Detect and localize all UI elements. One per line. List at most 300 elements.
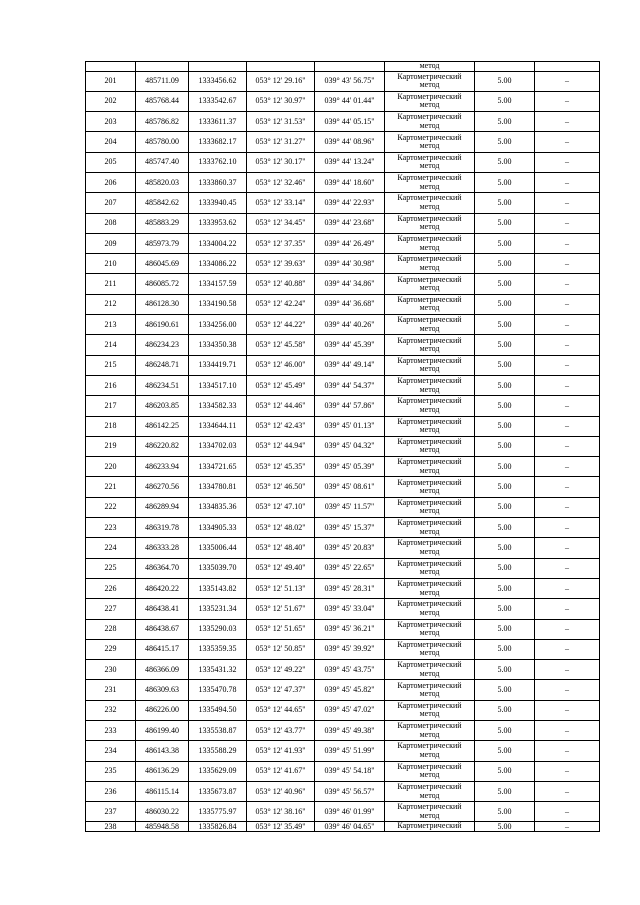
cell-note: – (535, 355, 600, 375)
cell-accuracy: 5.00 (475, 213, 535, 233)
cell-method (385, 172, 475, 192)
cell-accuracy: 5.00 (475, 396, 535, 416)
cell-y: 1335629.09 (189, 761, 247, 781)
method-line1: Картометрический (397, 680, 462, 690)
table-row (86, 436, 600, 456)
method-line1: Картометрический (397, 112, 462, 122)
method-line2: метод (419, 323, 440, 333)
table-row (86, 233, 600, 253)
cell-accuracy: 5.00 (475, 802, 535, 822)
cell-latitude: 053° 12' 38.16" (247, 802, 315, 822)
method-line2: метод (419, 120, 440, 130)
cell-method (385, 700, 475, 720)
method-line1: Картометрический (397, 71, 462, 81)
cell-y: 1335290.03 (189, 619, 247, 639)
cell-x: 486234.51 (136, 375, 189, 395)
cell-y: 1335231.34 (189, 599, 247, 619)
cell-note: – (535, 457, 600, 477)
cell-x: 486234.23 (136, 335, 189, 355)
cell-note: – (535, 396, 600, 416)
cell-number: 216 (86, 375, 136, 395)
method-line2: метод (419, 181, 440, 191)
cell-latitude: 053° 12' 39.63" (247, 254, 315, 274)
cell-latitude: 053° 12' 45.49" (247, 375, 315, 395)
cell-note: – (535, 741, 600, 761)
cell-latitude: 053° 12' 47.37" (247, 680, 315, 700)
cell-x: 486030.22 (136, 802, 189, 822)
cell-method (385, 375, 475, 395)
cell-number: 231 (86, 680, 136, 700)
cell-method (385, 91, 475, 111)
method-line1: Картометрический (397, 173, 462, 183)
cell-method (385, 254, 475, 274)
cell-number: 228 (86, 619, 136, 639)
cell-x: 486045.69 (136, 254, 189, 274)
cell-y: 1335826.84 (189, 822, 247, 832)
method-line2: метод (419, 384, 440, 394)
cell-note: – (535, 315, 600, 335)
table-row (86, 71, 600, 91)
cell-y: 1333542.67 (189, 91, 247, 111)
cell-y: 1335359.35 (189, 639, 247, 659)
cell-accuracy: 5.00 (475, 741, 535, 761)
cell-method (385, 802, 475, 822)
cell-number: 236 (86, 781, 136, 801)
method-line2: метод (419, 141, 440, 151)
cell-note: – (535, 477, 600, 497)
cell-accuracy: 5.00 (475, 193, 535, 213)
method-line1: Картометрический (397, 558, 462, 568)
cell-longitude: 039° 44' 23.68" (315, 213, 385, 233)
cell-note: – (535, 721, 600, 741)
cell-x: 486309.63 (136, 680, 189, 700)
cell-latitude: 053° 12' 42.24" (247, 294, 315, 314)
method-line2: метод (419, 587, 440, 597)
cell-y: 1335470.78 (189, 680, 247, 700)
cell-accuracy: 5.00 (475, 172, 535, 192)
cell-x: 486226.00 (136, 700, 189, 720)
cell-latitude (247, 62, 315, 72)
cell-method (385, 599, 475, 619)
cell-accuracy: 5.00 (475, 518, 535, 538)
cell-method (385, 112, 475, 132)
table-row (86, 274, 600, 294)
cell-accuracy: 5.00 (475, 721, 535, 741)
cell-method (385, 457, 475, 477)
cell-latitude: 053° 12' 40.88" (247, 274, 315, 294)
cell-note: – (535, 335, 600, 355)
method-line2: метод (419, 648, 440, 658)
cell-method (385, 315, 475, 335)
cell-number: 205 (86, 152, 136, 172)
cell-accuracy: 5.00 (475, 680, 535, 700)
cell-longitude: 039° 44' 08.96" (315, 132, 385, 152)
cell-x: 486438.67 (136, 619, 189, 639)
table-row (86, 477, 600, 497)
cell-y: 1335673.87 (189, 781, 247, 801)
cell-latitude: 053° 12' 46.50" (247, 477, 315, 497)
cell-longitude: 039° 44' 22.93" (315, 193, 385, 213)
cell-x: 485768.44 (136, 91, 189, 111)
cell-number: 233 (86, 721, 136, 741)
cell-method (385, 233, 475, 253)
table-row (86, 396, 600, 416)
cell-note: – (535, 112, 600, 132)
cell-method (385, 132, 475, 152)
cell-y: 1334190.58 (189, 294, 247, 314)
cell-x: 486190.61 (136, 315, 189, 335)
cell-latitude: 053° 12' 31.53" (247, 112, 315, 132)
cell-x: 485780.00 (136, 132, 189, 152)
cell-x: 486333.28 (136, 538, 189, 558)
method-line1: Картометрический (397, 355, 462, 365)
cell-y: 1333762.10 (189, 152, 247, 172)
method-line1: Картометрический (397, 254, 462, 264)
cell-method (385, 680, 475, 700)
cell-y: 1335494.50 (189, 700, 247, 720)
cell-x: 486438.41 (136, 599, 189, 619)
method-line2: метод (419, 100, 440, 110)
table-row (86, 741, 600, 761)
cell-number: 213 (86, 315, 136, 335)
cell-latitude: 053° 12' 47.10" (247, 497, 315, 517)
cell-accuracy: 5.00 (475, 822, 535, 832)
method-line2: метод (419, 201, 440, 211)
method-line2: метод (419, 242, 440, 252)
table-row (86, 132, 600, 152)
cell-x: 485948.58 (136, 822, 189, 832)
cell-accuracy: 5.00 (475, 639, 535, 659)
cell-number: 221 (86, 477, 136, 497)
cell-y: 1335143.82 (189, 578, 247, 598)
cell-method (385, 558, 475, 578)
cell-x: 485711.09 (136, 71, 189, 91)
cell-longitude: 039° 44' 45.39" (315, 335, 385, 355)
cell-longitude: 039° 46' 01.99" (315, 802, 385, 822)
cell-method (385, 518, 475, 538)
cell-method (385, 477, 475, 497)
cell-method (385, 152, 475, 172)
cell-longitude: 039° 45' 20.83" (315, 538, 385, 558)
cell-longitude: 039° 44' 54.37" (315, 375, 385, 395)
cell-note: – (535, 71, 600, 91)
cell-latitude: 053° 12' 45.35" (247, 457, 315, 477)
cell-number: 232 (86, 700, 136, 720)
cell-method (385, 396, 475, 416)
cell-latitude: 053° 12' 50.85" (247, 639, 315, 659)
cell-longitude: 039° 45' 11.57" (315, 497, 385, 517)
method-line1: Картометрический (397, 315, 462, 325)
table-body (86, 62, 600, 832)
cell-method (385, 416, 475, 436)
cell-longitude: 039° 45' 54.18" (315, 761, 385, 781)
method-line2: метод (419, 770, 440, 780)
method-line1: Картометрический (397, 477, 462, 487)
method-line1: Картометрический (397, 639, 462, 649)
table-row (86, 578, 600, 598)
cell-accuracy: 5.00 (475, 71, 535, 91)
cell-accuracy: 5.00 (475, 112, 535, 132)
cell-note: – (535, 558, 600, 578)
cell-note: – (535, 538, 600, 558)
cell-number: 237 (86, 802, 136, 822)
method-line2: метод (419, 668, 440, 678)
cell-latitude: 053° 12' 34.45" (247, 213, 315, 233)
table-row (86, 213, 600, 233)
cell-note: – (535, 802, 600, 822)
cell-longitude (315, 62, 385, 72)
cell-number: 201 (86, 71, 136, 91)
method-line1: Картометрический (397, 436, 462, 446)
cell-note: – (535, 254, 600, 274)
table-row (86, 193, 600, 213)
method-line1: Картометрический (397, 538, 462, 548)
cell-y: 1333940.45 (189, 193, 247, 213)
cell-y: 1334256.00 (189, 315, 247, 335)
cell-y: 1333953.62 (189, 213, 247, 233)
cell-accuracy (475, 62, 535, 72)
table-row (86, 355, 600, 375)
cell-longitude: 039° 45' 28.31" (315, 578, 385, 598)
method-line1: Картометрический (397, 376, 462, 386)
cell-note: – (535, 172, 600, 192)
table-row (86, 781, 600, 801)
method-line1: Картометрический (397, 579, 462, 589)
cell-number: 211 (86, 274, 136, 294)
cell-longitude: 039° 45' 04.32" (315, 436, 385, 456)
cell-y: 1335538.87 (189, 721, 247, 741)
method-line1: Картометрический (397, 396, 462, 406)
cell-number: 234 (86, 741, 136, 761)
cell-note: – (535, 213, 600, 233)
cell-y: 1334350.38 (189, 335, 247, 355)
cell-y: 1335006.44 (189, 538, 247, 558)
cell-longitude: 039° 44' 34.86" (315, 274, 385, 294)
method-line2: метод (419, 283, 440, 293)
cell-number: 209 (86, 233, 136, 253)
cell-number: 206 (86, 172, 136, 192)
cell-y: 1334157.59 (189, 274, 247, 294)
table-row (86, 538, 600, 558)
cell-longitude: 039° 44' 05.15" (315, 112, 385, 132)
method-line1: Картометрический (397, 821, 462, 831)
cell-x (136, 62, 189, 72)
cell-accuracy: 5.00 (475, 497, 535, 517)
cell-longitude: 039° 44' 18.60" (315, 172, 385, 192)
cell-number: 226 (86, 578, 136, 598)
cell-method (385, 578, 475, 598)
cell-number: 225 (86, 558, 136, 578)
method-line2: метод (419, 709, 440, 719)
cell-note: – (535, 599, 600, 619)
cell-accuracy: 5.00 (475, 436, 535, 456)
cell-latitude: 053° 12' 49.40" (247, 558, 315, 578)
cell-x: 486248.71 (136, 355, 189, 375)
cell-x: 486128.30 (136, 294, 189, 314)
cell-x: 486319.78 (136, 518, 189, 538)
cell-longitude: 039° 44' 40.26" (315, 315, 385, 335)
method-line2: метод (419, 567, 440, 577)
cell-latitude: 053° 12' 41.93" (247, 741, 315, 761)
cell-method (385, 274, 475, 294)
cell-accuracy: 5.00 (475, 538, 535, 558)
cell-note: – (535, 700, 600, 720)
cell-latitude: 053° 12' 29.16" (247, 71, 315, 91)
cell-y: 1333456.62 (189, 71, 247, 91)
cell-number: 208 (86, 213, 136, 233)
cell-longitude: 039° 44' 30.98" (315, 254, 385, 274)
cell-number: 212 (86, 294, 136, 314)
method-line1: Картометрический (397, 761, 462, 771)
cell-accuracy: 5.00 (475, 254, 535, 274)
cell-number: 230 (86, 660, 136, 680)
cell-note: – (535, 274, 600, 294)
cell-number: 215 (86, 355, 136, 375)
cell-latitude: 053° 12' 51.67" (247, 599, 315, 619)
table-row (86, 802, 600, 822)
method-line2: метод (419, 689, 440, 699)
cell-accuracy: 5.00 (475, 457, 535, 477)
cell-number (86, 62, 136, 72)
cell-y: 1334582.33 (189, 396, 247, 416)
cell-method (385, 71, 475, 91)
method-line2: метод (419, 222, 440, 232)
method-line1: Картометрический (397, 518, 462, 528)
cell-longitude: 039° 44' 57.86" (315, 396, 385, 416)
cell-latitude: 053° 12' 46.00" (247, 355, 315, 375)
cell-x: 486289.94 (136, 497, 189, 517)
method-line2: метод (419, 810, 440, 820)
method-line2: метод (419, 628, 440, 638)
cell-method (385, 335, 475, 355)
method-line1: Картометрический (397, 234, 462, 244)
cell-method (385, 355, 475, 375)
cell-longitude: 039° 45' 47.02" (315, 700, 385, 720)
cell-number: 238 (86, 822, 136, 832)
cell-number: 229 (86, 639, 136, 659)
cell-y: 1335431.32 (189, 660, 247, 680)
method-line1: Картометрический (397, 802, 462, 812)
cell-longitude: 039° 44' 01.44" (315, 91, 385, 111)
cell-note: – (535, 578, 600, 598)
cell-latitude: 053° 12' 42.43" (247, 416, 315, 436)
table-row (86, 619, 600, 639)
cell-longitude: 039° 45' 15.37" (315, 518, 385, 538)
table-row (86, 254, 600, 274)
cell-y: 1334086.22 (189, 254, 247, 274)
cell-number: 217 (86, 396, 136, 416)
cell-longitude: 039° 44' 36.68" (315, 294, 385, 314)
cell-y: 1335588.29 (189, 741, 247, 761)
cell-y: 1333611.37 (189, 112, 247, 132)
method-line1: Картометрический (397, 700, 462, 710)
cell-longitude: 039° 43' 56.75" (315, 71, 385, 91)
cell-x: 485820.03 (136, 172, 189, 192)
method-line1: Картометрический (397, 416, 462, 426)
cell-longitude: 039° 46' 04.65" (315, 822, 385, 832)
cell-x: 486364.70 (136, 558, 189, 578)
cell-note: – (535, 294, 600, 314)
cell-x: 485973.79 (136, 233, 189, 253)
cell-y: 1334780.81 (189, 477, 247, 497)
cell-latitude: 053° 12' 44.65" (247, 700, 315, 720)
method-line2: метод (419, 80, 440, 90)
cell-x: 486115.14 (136, 781, 189, 801)
cell-longitude: 039° 45' 33.04" (315, 599, 385, 619)
table-row (86, 457, 600, 477)
method-line1: Картометрический (397, 741, 462, 751)
cell-accuracy: 5.00 (475, 132, 535, 152)
cell-longitude: 039° 45' 36.21" (315, 619, 385, 639)
table-row (86, 112, 600, 132)
cell-accuracy: 5.00 (475, 335, 535, 355)
method-line1: Картометрический (397, 457, 462, 467)
method-line1: Картометрический (397, 782, 462, 792)
cell-number: 203 (86, 112, 136, 132)
method-line1: Картометрический (397, 152, 462, 162)
method-line1: Картометрический (397, 721, 462, 731)
table-row (86, 680, 600, 700)
cell-method (385, 619, 475, 639)
cell-method (385, 660, 475, 680)
cell-x: 485883.29 (136, 213, 189, 233)
cell-note: – (535, 132, 600, 152)
method-line2: метод (419, 506, 440, 516)
cell-accuracy: 5.00 (475, 355, 535, 375)
table-row (86, 700, 600, 720)
table-row (86, 518, 600, 538)
cell-longitude: 039° 45' 49.38" (315, 721, 385, 741)
cell-x: 486420.22 (136, 578, 189, 598)
cell-accuracy: 5.00 (475, 761, 535, 781)
table-row (86, 375, 600, 395)
cell-longitude: 039° 45' 22.65" (315, 558, 385, 578)
cell-latitude: 053° 12' 44.46" (247, 396, 315, 416)
table-row (86, 497, 600, 517)
cell-number: 214 (86, 335, 136, 355)
cell-longitude: 039° 45' 43.75" (315, 660, 385, 680)
cell-note: – (535, 233, 600, 253)
cell-x: 486233.94 (136, 457, 189, 477)
cell-latitude: 053° 12' 33.14" (247, 193, 315, 213)
cell-latitude: 053° 12' 45.58" (247, 335, 315, 355)
cell-note: – (535, 436, 600, 456)
table-row (86, 639, 600, 659)
cell-accuracy: 5.00 (475, 660, 535, 680)
cell-method (385, 62, 475, 72)
method-line2: метод (419, 344, 440, 353)
cell-note: – (535, 518, 600, 538)
table-row (86, 416, 600, 436)
cell-x: 485842.62 (136, 193, 189, 213)
cell-number: 204 (86, 132, 136, 152)
cell-x: 486366.09 (136, 660, 189, 680)
cell-accuracy: 5.00 (475, 599, 535, 619)
method-line2: метод (419, 546, 440, 556)
cell-accuracy: 5.00 (475, 375, 535, 395)
cell-number: 220 (86, 457, 136, 477)
cell-method (385, 538, 475, 558)
table-row-continued (86, 62, 600, 72)
cell-note: – (535, 781, 600, 801)
cell-y: 1333682.17 (189, 132, 247, 152)
cell-latitude: 053° 12' 51.65" (247, 619, 315, 639)
cell-y: 1335775.97 (189, 802, 247, 822)
coordinates-table (85, 61, 600, 832)
cell-x: 486203.85 (136, 396, 189, 416)
cell-accuracy: 5.00 (475, 558, 535, 578)
cell-y (189, 62, 247, 72)
